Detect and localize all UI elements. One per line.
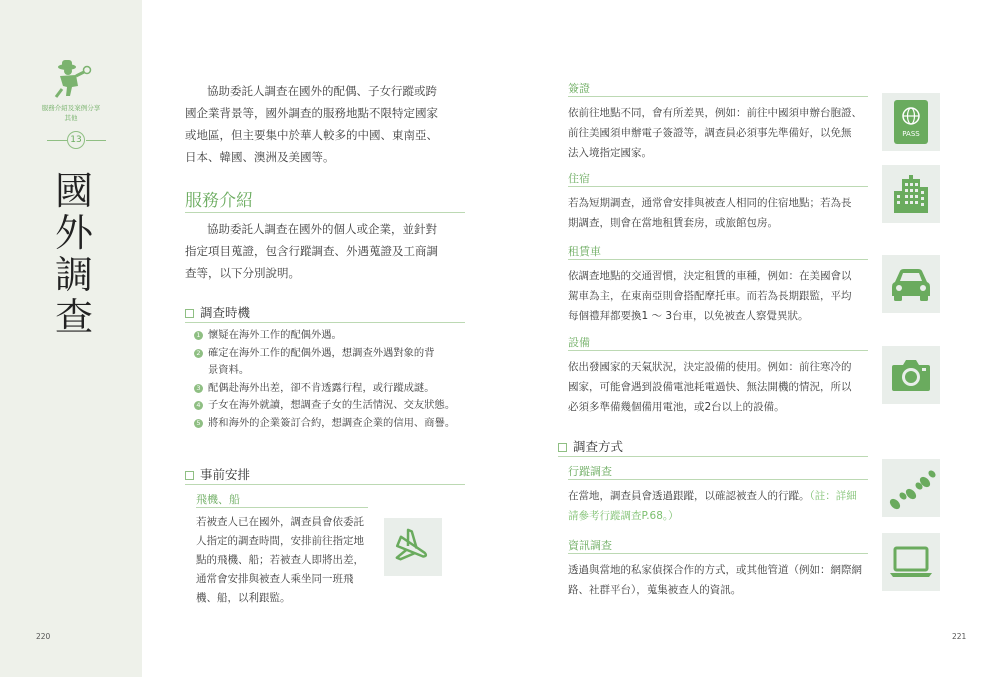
method-text-tracking: 在當地，調查員會透過跟蹤，以確認被查人的行蹤。（註：詳細 請參考行蹤調查P.68。） [568,490,857,522]
label-rule [568,350,868,351]
item-text-equipment: 依出發國家的天氣狀況，決定設備的使用。例如：前往寒冷的 國家，可能會遇到設備電池耗電過快、無法開機的情況，所以 必須多準備幾個備用電池，或2台以上的設備。 [568,361,852,413]
intro-paragraph: 協助委託人調查在國外的配偶、子女行蹤或跨 國企業背景等，國外調查的服務地點不限特定國家 或地區，但主要集中於華人較多的中國、東南亞、 日本、韓國、澳洲及美國等。 [185,84,438,164]
subsection-rule [558,456,868,457]
label-rule [568,96,868,97]
building-icon [890,173,932,215]
method-text-info: 透過與當地的私家偵探合作的方式，或其他管道（例如：網際網 路、社群平台），蒐集被查人的資訊。 [568,564,862,596]
label-rule [568,479,868,480]
subsection-title-timing: 調查時機 [185,303,250,321]
chapter-title [52,170,96,338]
timing-list [194,327,474,432]
sidebar-category: 服務介紹及案例分享 [41,104,101,112]
item-text-rental-car: 依調查地點的交通習慣，決定租賃的車種，例如：在美國會以 駕車為主，在東南亞則會搭配摩托車。而若為長期跟監，平均 每個禮拜都要換1 ～ 3台車，以免被查人察覺異狀。 [568,270,852,322]
label-rule [568,553,868,554]
laptop-icon-box [882,533,940,591]
divider-left [47,140,67,141]
laptop-icon [888,543,934,581]
page-number-left: 220 [36,632,51,641]
camera-icon-box [882,346,940,404]
passport-icon-box [882,93,940,151]
car-icon [889,264,933,304]
item-text-visa: 依前往地點不同，會有所差異，例如：前往中國須申辦台胞證、 前往美國須申辦電子簽證等，調查員必須事先準備好，以免無 法入境指定國家。 [568,107,862,159]
list-item: 5 將和海外的企業簽訂合約，想調查企業的信用、商譽。 [194,415,474,433]
car-icon-box [882,255,940,313]
title-char: 查 [54,295,93,339]
section-rule [185,212,465,213]
sidebar [0,0,142,677]
subsection-rule [185,484,465,485]
service-paragraph: 協助委託人調查在國外的個人或企業，並針對 指定項目蒐證，包含行蹤調查、外遇蒐證及工商調 查等，以下分別說明。 [185,222,438,280]
page-number-right: 221 [952,632,967,641]
list-item: 2 確定在海外工作的配偶外遇，想調查外遇對象的背 景資料。 [194,345,474,380]
airplane-icon-box [384,518,442,576]
method-label-tracking: 行蹤調查 [568,465,612,478]
title-char: 調 [54,253,93,297]
square-bullet-icon [185,471,194,480]
building-icon-box [882,165,940,223]
label-rule [568,186,868,187]
label-rule [568,259,868,260]
label-rule [196,507,368,508]
square-bullet-icon [185,309,194,318]
item-label-equipment: 設備 [568,336,590,349]
prep-paragraph: 若被查人已在國外，調查員會依委託 人指定的調查時間，安排前往指定地 點的飛機、船；若被查人即將出差， 通常會安排與被查人乘坐同一班飛 機、船，以利跟監。 [196,516,364,604]
section-title-service: 服務介紹 [185,191,253,211]
subsection-title-prep: 事前安排 [185,465,250,483]
footprints-icon-box [882,459,940,517]
subsection-rule [185,322,465,323]
list-item: 3 配偶赴海外出差，卻不肯透露行程，或行蹤成謎。 [194,380,474,398]
camera-icon [890,356,932,394]
svg-text:PASS: PASS [902,130,920,138]
title-char: 國 [54,169,93,213]
item-label-lodging: 住宿 [568,172,590,185]
sidebar-subcategory: 其他 [64,114,78,122]
chapter-number: 13 [67,131,85,149]
airplane-icon [393,527,433,567]
title-char: 外 [54,211,93,255]
divider-right [86,140,106,141]
footprints-icon [886,465,936,511]
prep-label: 飛機、船 [196,493,240,506]
item-label-visa: 簽證 [568,82,590,95]
item-label-rental-car: 租賃車 [568,245,601,258]
detective-icon [50,56,94,100]
list-item: 4 子女在海外就讀，想調查子女的生活情況、交友狀態。 [194,397,474,415]
subsection-title-method: 調查方式 [558,437,623,455]
passport-icon [891,99,931,145]
list-item: 1 懷疑在海外工作的配偶外遇。 [194,327,474,345]
item-text-lodging: 若為短期調查，通常會安排與被查人相同的住宿地點；若為長 期調查，則會在當地租賃套房，或旅館包房。 [568,197,852,229]
square-bullet-icon [558,443,567,452]
method-label-info: 資訊調查 [568,539,612,552]
